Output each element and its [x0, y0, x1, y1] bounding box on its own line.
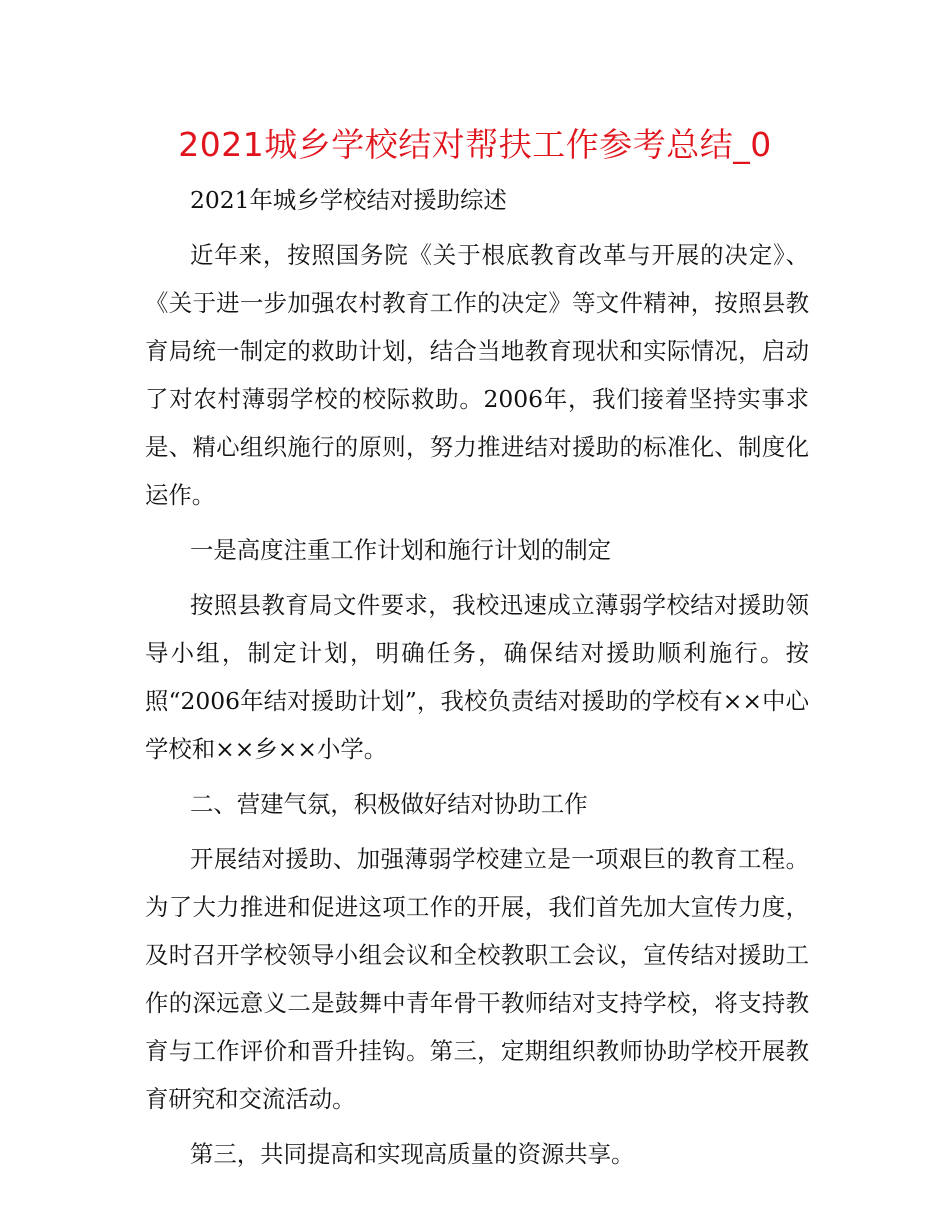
spacer	[145, 773, 809, 780]
spacer	[145, 1123, 809, 1130]
document-subtitle: 2021年城乡学校结对援助综述	[190, 186, 507, 214]
section-heading-3: 第三，共同提高和实现高质量的资源共享。	[190, 1140, 635, 1168]
paragraph-section-2: 开展结对援助、加强薄弱学校建立是一项艰巨的教育工程。为了大力推进和促进这项工作的开展，我们首先加大宣传力度，及时召开学校领导小组会议和全校教职工会议，宣传结对援助工作的深远意义二是鼓舞中青年骨干教师结对支持学校，将支持教育与工作评价和晋升挂钩。第三，定期组织教师协助学校开展教育研究和交流活动。	[145, 845, 809, 1113]
section-heading-1: 一是高度注重工作计划和施行计划的制定	[190, 536, 612, 564]
document-body	[145, 176, 809, 1178]
spacer	[145, 828, 809, 835]
spacer	[145, 574, 809, 581]
spacer	[145, 519, 809, 526]
document-title: 2021城乡学校结对帮扶工作参考总结_0	[178, 125, 772, 164]
spacer	[145, 224, 809, 231]
paragraph-section-1: 按照县教育局文件要求，我校迅速成立薄弱学校结对援助领导小组，制定计划，明确任务，确保结对援助顺利施行。按照“2006年结对援助计划”，我校负责结对援助的学校有××中心学校和××乡××小学。	[145, 591, 809, 763]
section-heading-2: 二、营建气氛，积极做好结对协助工作	[190, 790, 588, 818]
paragraph-intro: 近年来，按照国务院《关于根底教育改革与开展的决定》、《关于进一步加强农村教育工作的决定》等文件精神，按照县教育局统一制定的救助计划，结合当地教育现状和实际情况，启动了对农村薄弱学校的校际救助。2006年，我们接着坚持实事求是、精心组织施行的原则，努力推进结对援助的标准化、制度化运作。	[145, 241, 809, 509]
